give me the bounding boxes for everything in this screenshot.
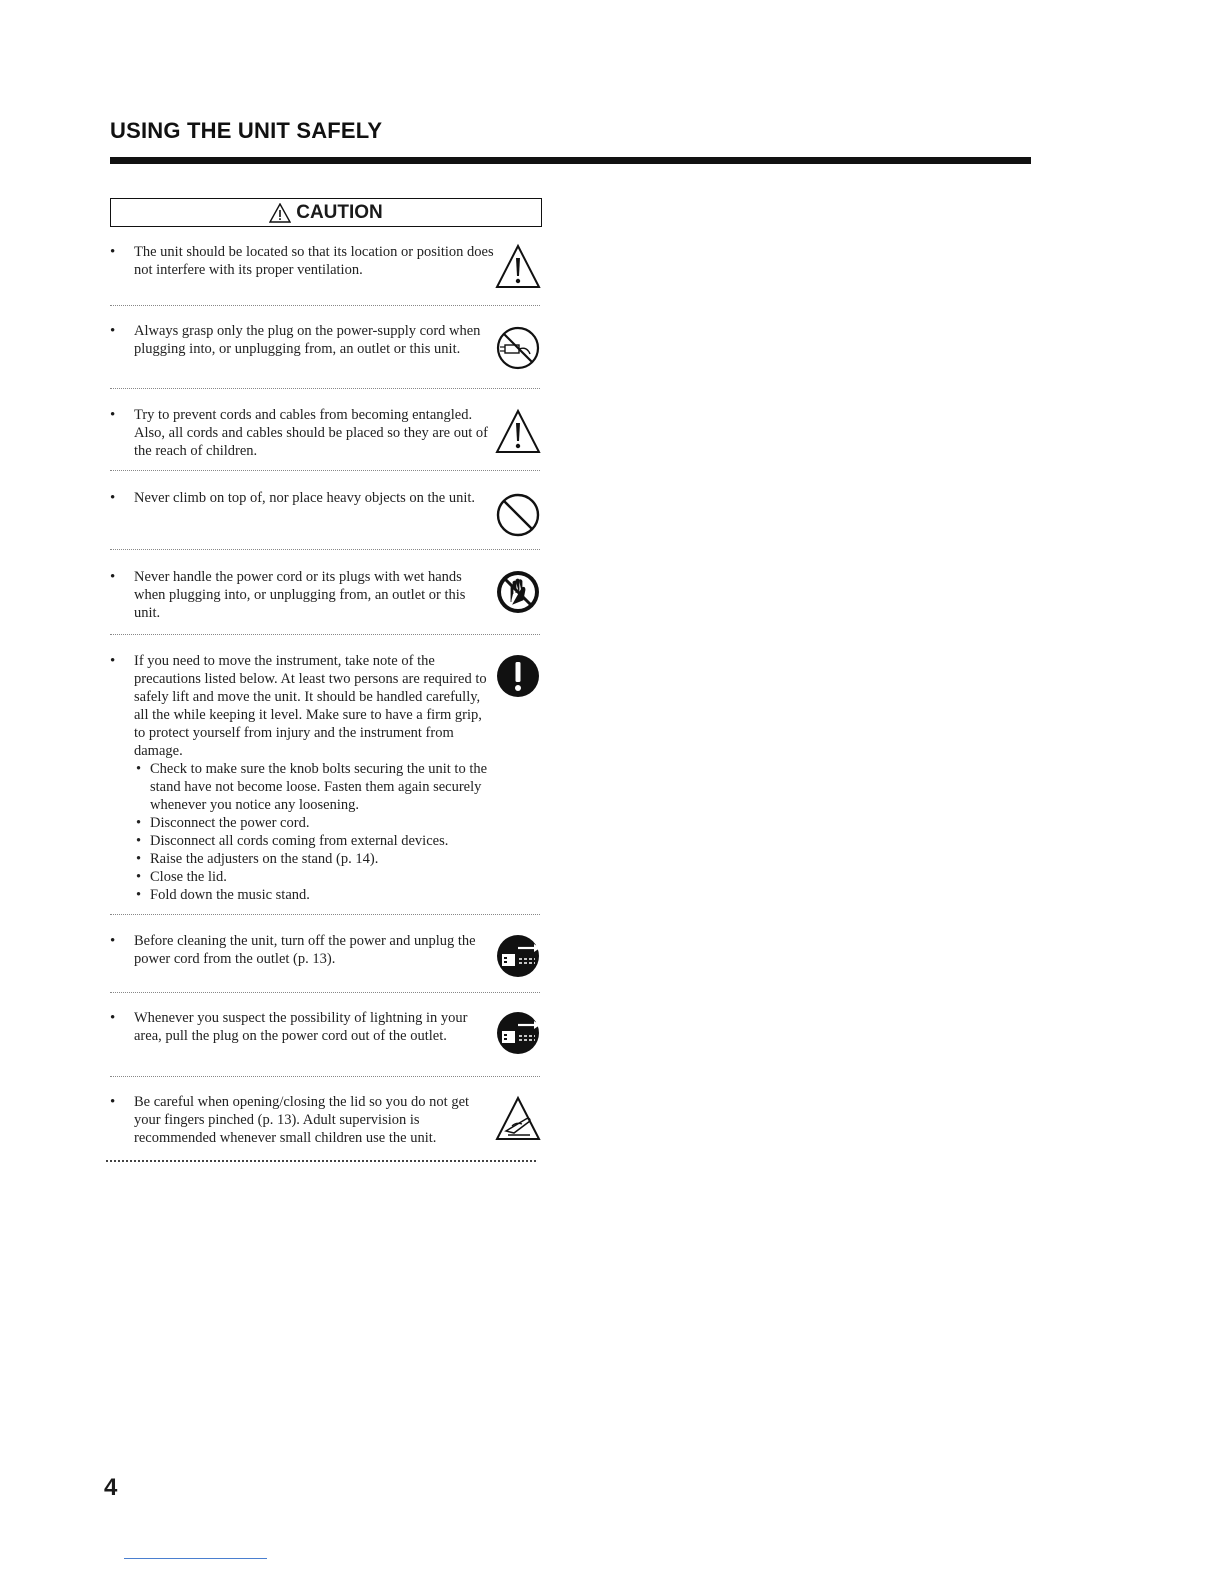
warning-triangle-icon [494,408,542,456]
sub-bullet-item: • Check to make sure the knob bolts securing the unit to the stand have not become loose. Fasten them again securely whenever you notice any loosening. [150,760,494,814]
item-separator [110,470,540,471]
bullet: • [110,1094,116,1110]
caution-item-text: Whenever you suspect the possibility of lightning in your area, pull the plug on the power cord out of the outlet. [134,1010,468,1044]
sub-bullet-item: • Disconnect the power cord. [150,814,494,832]
sub-bullet-item: • Close the lid. [150,868,494,886]
caution-item [110,322,542,378]
item-separator [110,1076,540,1077]
caution-item-text: Be careful when opening/closing the lid so you do not get your fingers pinched (p. 13). Adult supervision is recommended whenever small children use the unit. [134,1094,470,1146]
item-separator [110,634,540,635]
caution-item [110,652,542,902]
unplug-icon [494,1009,542,1057]
caution-label: CAUTION [296,201,383,223]
item-separator [110,549,540,550]
unplug-icon [494,932,542,980]
item-separator [110,992,540,993]
bullet: • [110,653,116,669]
item-separator [110,914,540,915]
item-separator [110,305,540,306]
bullet: • [110,569,116,585]
move-precautions-list [134,760,494,904]
caution-item [110,932,542,982]
bullet: • [110,407,116,423]
finger-pinch-warning-icon [494,1095,542,1143]
caution-item [110,1009,542,1065]
sub-bullet-item: • Fold down the music stand. [150,886,494,904]
no-pull-cord-icon [494,324,542,372]
caution-item-text [134,652,494,904]
caution-item-text: Never climb on top of, nor place heavy objects on the unit. [134,490,476,506]
caution-item [110,406,542,462]
bullet: • [110,1010,116,1026]
caution-item-body: If you need to move the instrument, take note of the precautions listed below. At least two persons are required to safely lift and move the unit. It should be handled carefully, all the while keeping it level. Make sure to have a firm grip, to protect yourself from injury and the instrument from damage. [134,653,487,759]
caution-item [110,243,542,293]
bullet: • [110,490,116,506]
caution-item [110,1093,542,1149]
caution-item-text: Before cleaning the unit, turn off the power and unplug the power cord from the outlet (p. 13). [134,933,476,967]
caution-triangle-icon [269,203,291,223]
caution-header [110,198,542,227]
caution-item-text: The unit should be located so that its location or position does not interfere with its proper ventilation. [134,244,494,278]
caution-item [110,568,542,624]
mandatory-action-icon [494,652,542,700]
caution-item-text: Try to prevent cords and cables from becoming entangled. Also, all cords and cables should be placed so they are out of the reach of children. [134,407,488,459]
title-rule [110,157,1031,164]
caution-item [110,489,542,539]
item-separator [110,388,540,389]
section-end-separator [106,1160,536,1162]
page-number: 4 [104,1474,118,1501]
caution-item-text: Always grasp only the plug on the power-supply cord when plugging into, or unplugging from, an outlet or this unit. [134,323,481,357]
sub-bullet-item: • Raise the adjusters on the stand (p. 14). [150,850,494,868]
prohibited-icon [494,491,542,539]
caution-item-text: Never handle the power cord or its plugs with wet hands when plugging into, or unplugging from, an outlet or this unit. [134,569,466,621]
page-title: USING THE UNIT SAFELY [110,118,383,143]
warning-triangle-icon [494,243,542,291]
sub-bullet-item: • Disconnect all cords coming from external devices. [150,832,494,850]
no-wet-hands-icon [494,568,542,616]
bullet: • [110,933,116,949]
bullet: • [110,323,116,339]
bullet: • [110,244,116,260]
footer-line [124,1558,267,1559]
